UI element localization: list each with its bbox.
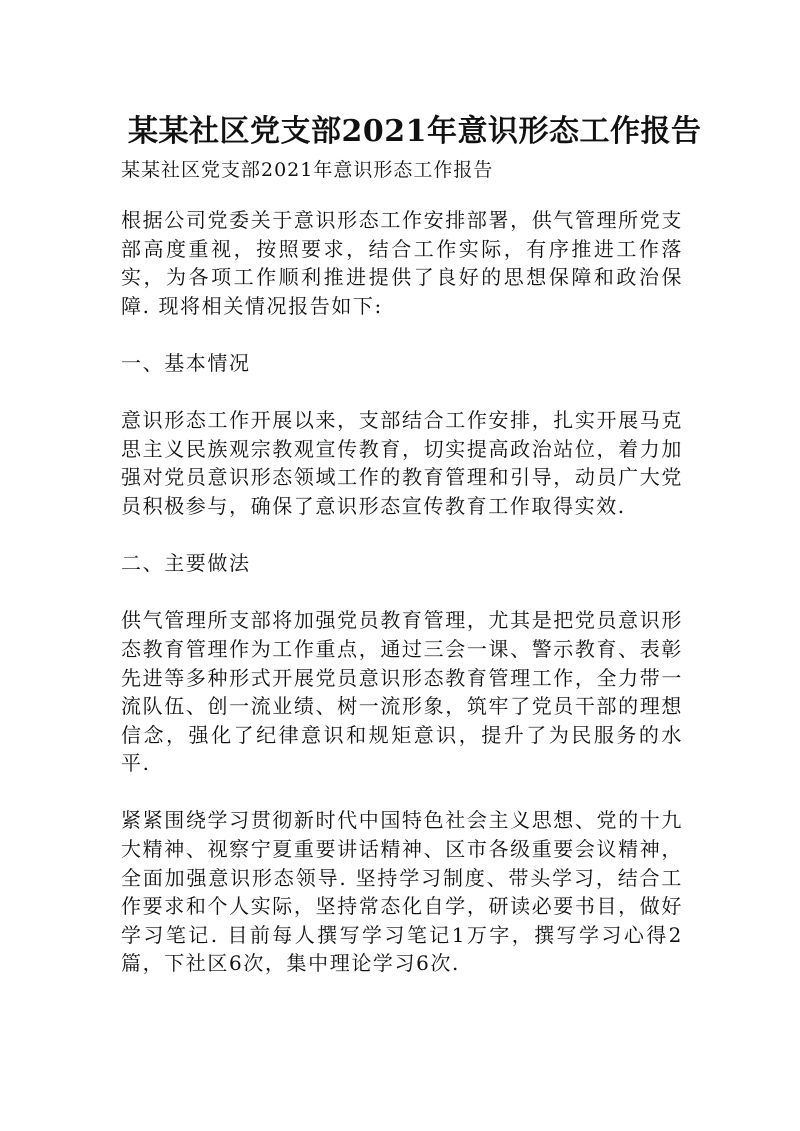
section-2-paragraph-1: 供气管理所支部将加强党员教育管理，尤其是把党员意识形态教育管理作为工作重点，通过三会一课、警示教育、表彰先进等多种形式开展党员意识形态教育管理工作，全力带一流队伍、创一流业绩、树一流形象，筑牢了党员干部的理想信念，强化了纪律意识和规矩意识，提升了为民服务的水平. [121,608,683,776]
section-2-heading: 二、主要做法 [121,551,251,576]
section-1-heading: 一、基本情况 [121,350,251,375]
section-1-paragraph: 意识形态工作开展以来，支部结合工作安排，扎实开展马克思主义民族观宗教观宣传教育，切实提高政治站位，着力加强对党员意识形态领域工作的教育管理和引导，动员广大党员积极参与，确保了意识形态宣传教育工作取得实效. [121,408,683,518]
document-subtitle: 某某社区党支部2021年意识形态工作报告 [121,159,494,181]
document-title: 某某社区党支部2021年意识形态工作报告 [128,114,702,149]
document-body [121,206,683,1007]
intro-paragraph: 根据公司党委关于意识形态工作安排部署，供气管理所党支部高度重视，按照要求，结合工作实际，有序推进工作落实，为各项工作顺利推进提供了良好的思想保障和政治保障. 现将相关情况报告如下: [121,208,683,318]
section-2-paragraph-2: 紧紧围绕学习贯彻新时代中国特色社会主义思想、党的十九大精神、视察宁夏重要讲话精神、区市各级重要会议精神，全面加强意识形态领导. 坚持学习制度、带头学习，结合工作要求和个人实际，坚持常态化自学，研读必要书目，做好学习笔记. 目前每人撰写学习笔记1万字，撰写学习心得2篇，下社区6次，集中理论学习6次. [121,808,683,976]
